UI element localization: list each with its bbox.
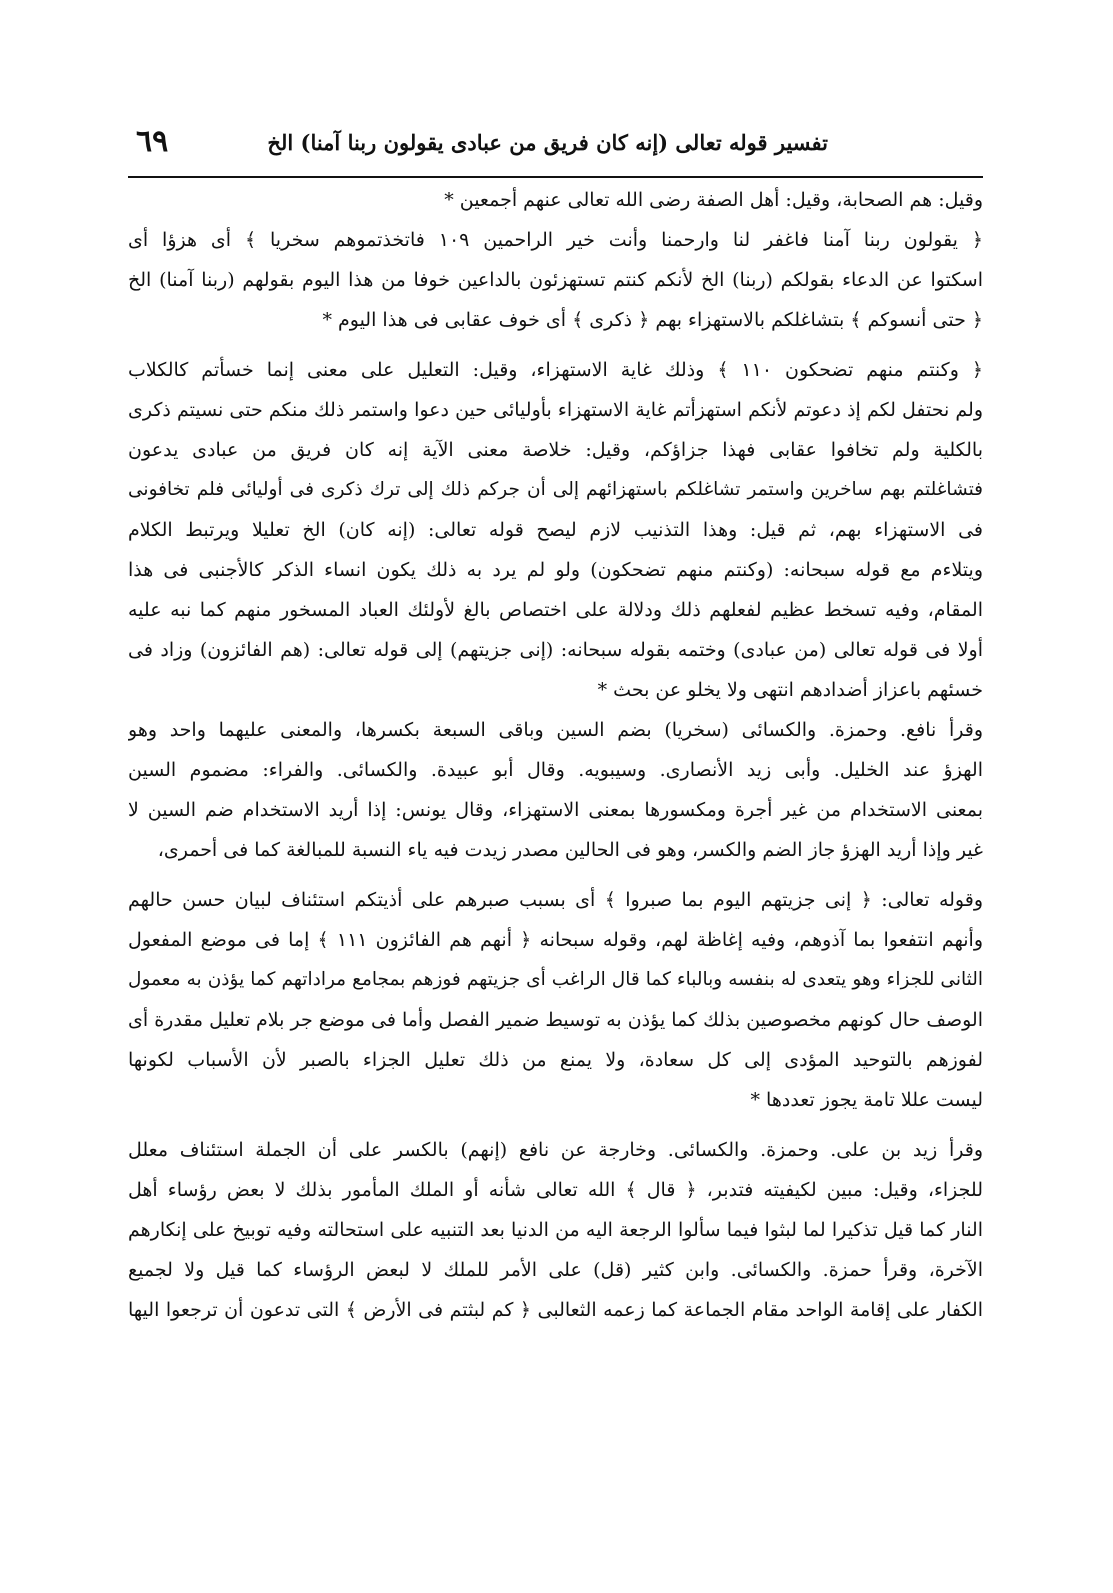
text-line: بمعنى الاستخدام من غير أجرة ومكسورها بمعنى الاستهزاء، وقال يونس: إذا أريد الاستخدام ضم السين لا (128, 799, 983, 821)
text-line: الثانى للجزاء وهو يتعدى له بنفسه وبالباء كما قال الراغب أى جزيتهم فوزهم بمجامع مراداتهم كما يؤذن به معمول (128, 969, 983, 990)
text-line: خسئهم باعزاز أضدادهم انتهى ولا يخلو عن بحث * (597, 679, 983, 701)
text-line: اسكتوا عن الدعاء بقولكم (ربنا) الخ لأنكم كنتم تستهزئون بالداعين خوفا من هذا اليوم بقولهم (ربنا آمنا) الخ (128, 269, 983, 291)
text-line: ولم نحتفل لكم إذ دعوتم لأنكم استهزأتم غاية الاستهزاء بأوليائى حين دعوا واستمر ذلك منكم حتى نسيتم ذكرى (128, 399, 983, 421)
page-number: ٦٩ (136, 124, 169, 159)
text-line: وقوله تعالى: ﴿ إنى جزيتهم اليوم بما صبروا ﴾ أى بسبب صبرهم على أذيتكم استئناف لبيان حسن حالهم (128, 889, 983, 911)
paragraph-gap (128, 1120, 983, 1130)
text-line: الوصف حال كونهم مخصوصين بذلك كما يؤذن به توسيط ضمير الفصل وأما فى موضع جر بلام تعليل مقدرة أى (128, 1009, 983, 1031)
text-line: الهزؤ عند الخليل. وأبى زيد الأنصارى. وسيبويه. وقال أبو عبيدة. والكسائى. والفراء: مضموم السين (128, 759, 983, 781)
text-line: وقرأ نافع. وحمزة. والكسائى (سخريا) بضم السين وباقى السبعة بكسرها، والمعنى عليهما واحد وهو (128, 719, 983, 741)
text-line: لفوزهم بالتوحيد المؤدى إلى كل سعادة، ولا يمنع من ذلك تعليل الجزاء بالصبر لأن الأسباب لكونها (128, 1049, 983, 1071)
text-line: وقيل: هم الصحابة، وقيل: أهل الصفة رضى الله تعالى عنهم أجمعين * (444, 189, 983, 211)
text-line: ﴿ حتى أنسوكم ﴾ بتشاغلكم بالاستهزاء بهم ﴿ ذكرى ﴾ أى خوف عقابى فى هذا اليوم * (322, 309, 983, 331)
text-line: أولا فى قوله تعالى (من عبادى) وختمه بقوله سبحانه: (إنى جزيتهم) إلى قوله تعالى: (هم الفائزون) وزاد فى (128, 639, 983, 661)
text-line: النار كما قيل تذكيرا لما لبثوا فيما سألوا الرجعة اليه من الدنيا بعد التنبيه على استحالته وفيه توبيخ على إنكارهم (128, 1219, 983, 1241)
paragraph-gap (128, 870, 983, 880)
text-line: الآخرة، وقرأ حمزة. والكسائى. وابن كثير (قل) على الأمر للملك لا لبعض الرؤساء كما قيل ولا لجميع (128, 1259, 983, 1281)
text-line: غير وإذا أريد الهزؤ جاز الضم والكسر، وهو فى الحالين مصدر زيدت فيه ياء النسبة للمبالغة كما فى أحمرى، (157, 839, 983, 861)
text-line: فتشاغلتم بهم ساخرين واستمر تشاغلكم باستهزائهم إلى أن جركم ذلك إلى ترك ذكرى فى أوليائى فلم تخافونى (128, 479, 983, 500)
text-line: فى الاستهزاء بهم، ثم قيل: وهذا التذنيب لازم ليصح قوله تعالى: (إنه كان) الخ تعليلا ويرتبط الكلام (128, 519, 983, 541)
text-line: للجزاء، وقيل: مبين لكيفيته فتدبر، ﴿ قال ﴾ الله تعالى شأنه أو الملك المأمور بذلك لا بعض رؤساء أهل (128, 1179, 983, 1201)
text-line: ليست عللا تامة يجوز تعددها * (750, 1089, 983, 1111)
paragraph-gap (128, 340, 983, 350)
header-rule (128, 176, 983, 178)
text-line: المقام، وفيه تسخط عظيم لفعلهم ذلك ودلالة على اختصاص بالغ لأولئك العباد المسخور منهم كما نبه عليه (128, 599, 983, 621)
text-line: ﴿ يقولون ربنا آمنا فاغفر لنا وارحمنا وأنت خير الراحمين ١٠٩ فاتخذتموهم سخريا ﴾ أى هزؤا أى (128, 229, 983, 251)
page-header (128, 122, 983, 170)
commentary-text (128, 180, 983, 1330)
text-line: ﴿ وكنتم منهم تضحكون ١١٠ ﴾ وذلك غاية الاستهزاء، وقيل: التعليل على معنى إنما خسأتم كالكلاب (128, 359, 983, 381)
text-line: بالكلية ولم تخافوا عقابى فهذا جزاؤكم، وقيل: خلاصة معنى الآية إنه كان فريق من عبادى يدعون (128, 439, 983, 461)
running-title: تفسير قوله تعالى (إنه كان فريق من عبادى يقولون ربنا آمنا) الخ (267, 130, 828, 155)
text-line: ويتلاءم مع قوله سبحانه: (وكنتم منهم تضحكون) ولو لم يرد به ذلك يكون انساء الذكر كالأجنبى فى هذا (128, 559, 983, 581)
text-line: وأنهم انتفعوا بما آذوهم، وفيه إغاظة لهم، وقوله سبحانه ﴿ أنهم هم الفائزون ١١١ ﴾ إما فى موضع المفعول (128, 929, 983, 951)
text-line: الكفار على إقامة الواحد مقام الجماعة كما زعمه الثعالبى ﴿ كم لبثتم فى الأرض ﴾ التى تدعون أن ترجعوا اليها (128, 1299, 983, 1321)
text-line: وقرأ زيد بن على. وحمزة. والكسائى. وخارجة عن نافع (إنهم) بالكسر على أن الجملة استئناف معلل (128, 1139, 983, 1161)
